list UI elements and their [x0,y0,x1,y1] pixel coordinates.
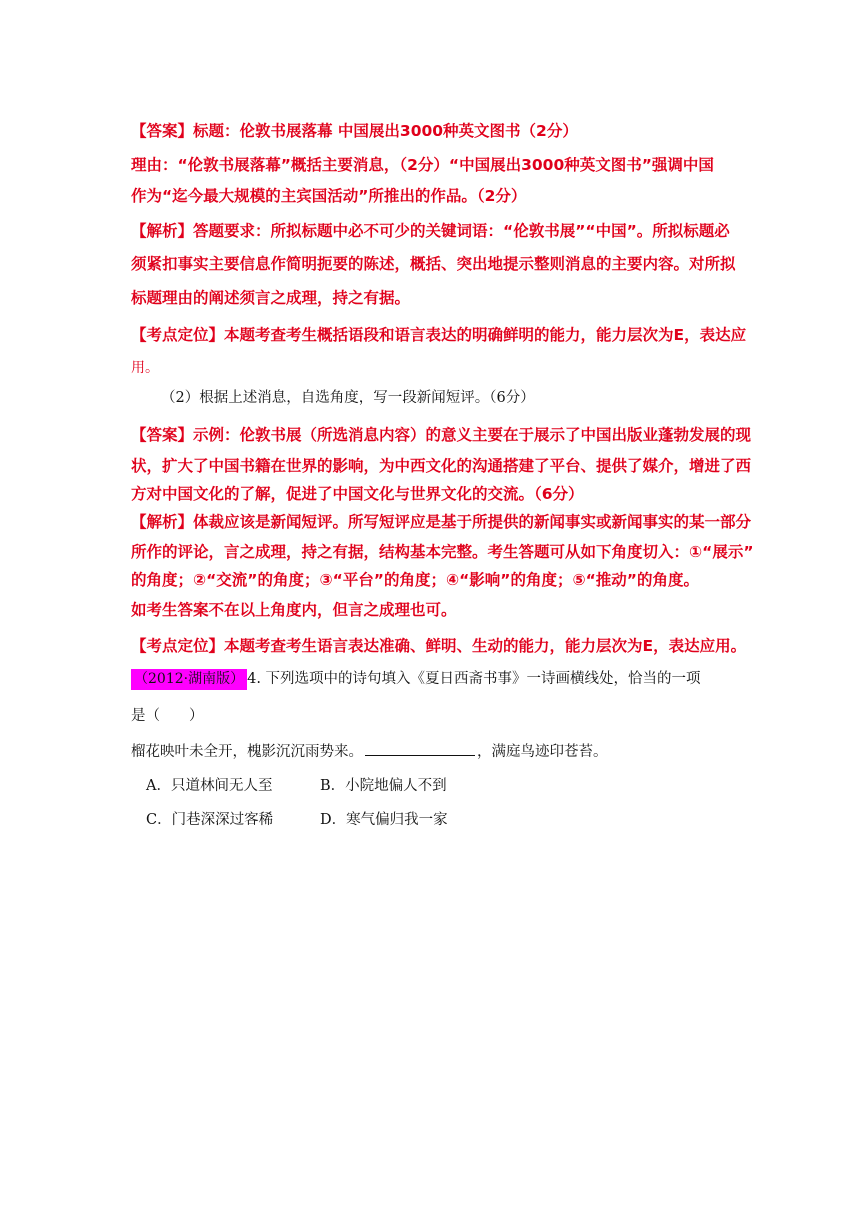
options-row-2 [146,808,448,829]
point2-line-1 [131,634,746,656]
answer-line-title [131,119,578,141]
options-row-1 [146,774,447,795]
option-d: D．寒气偏归我一家 [320,812,448,828]
question-3-2: （2）根据上述消息，自选角度，写一段新闻短评。（6分） [161,390,535,406]
analysis2-line-4: 如考生答案不在以上角度内，但言之成理也可。 [131,601,457,619]
option-c: C．门巷深深过客稀 [146,812,274,828]
option-a: A．只道林间无人至 [146,778,273,794]
reason-line-2: 作为“迄今最大规模的主宾国活动”所推出的作品。（2分） [131,187,527,205]
poem-before: 榴花映叶未全开，槐影沉沉雨势来。 [131,744,363,760]
answer-blank [365,741,475,756]
answer2-line-1 [131,423,751,445]
answer2-text-1: 示例：伦敦书展（所选消息内容）的意义主要在于展示了中国出版业蓬勃发展的现 [193,426,752,444]
question-4-stem-1: 4. 下列选项中的诗句填入《夏日西斋书事》一诗画横线处，恰当的一项 [247,671,701,687]
answer2-line-3: 方对中国文化的了解，促进了中国文化与世界文化的交流。（6分） [131,485,584,503]
analysis-line-1 [131,219,730,241]
answer-title: 标题：伦敦书展落幕 中国展出3000种英文图书（2分） [193,122,578,140]
option-b: B．小院地偏人不到 [320,778,447,794]
point-line-2: 用。 [131,360,159,376]
question-4-line-2: 是（ ） [131,708,204,724]
analysis2-text-1: 体裁应该是新闻短评。所写短评应是基于所提供的新闻事实或新闻事实的某一部分 [193,513,752,531]
point2-text-1: 本题考查考生语言表达准确、鲜明、生动的能力，能力层次为E，表达应用。 [224,637,747,655]
analysis-text-1: 答题要求：所拟标题中必不可少的关键词语：“伦敦书展”“中国”。所拟标题必 [193,222,730,240]
source-tag: （2012·湖南版） [131,669,247,690]
question-4-line-1 [131,667,701,688]
answer-label: 【答案】 [131,122,194,140]
answer2-line-2: 状，扩大了中国书籍在世界的影响，为中西文化的沟通搭建了平台、提供了媒介，增进了西 [131,457,752,475]
analysis-line-3: 标题理由的阐述须言之成理，持之有据。 [131,289,411,307]
point-label: 【考点定位】 [131,326,225,344]
answer2-label: 【答案】 [131,426,194,444]
analysis-line-2: 须紧扣事实主要信息作简明扼要的陈述，概括、突出地提示整则消息的主要内容。对所拟 [131,255,736,273]
reason-line-1: 理由：“伦敦书展落幕”概括主要消息，（2分）“中国展出3000种英文图书”强调中国 [131,156,714,174]
poem-line [131,740,608,761]
point2-label: 【考点定位】 [131,637,225,655]
analysis2-line-1 [131,510,751,532]
poem-after: ，满庭鸟迹印苍苔。 [477,744,608,760]
point-text-1: 本题考查考生概括语段和语言表达的明确鲜明的能力，能力层次为E，表达应 [224,326,747,344]
analysis-label: 【解析】 [131,222,194,240]
analysis2-line-3: 的角度；②“交流”的角度；③“平台”的角度；④“影响”的角度；⑤“推动”的角度。 [131,571,699,589]
analysis2-label: 【解析】 [131,513,194,531]
analysis2-line-2: 所作的评论，言之成理，持之有据，结构基本完整。考生答题可从如下角度切入：①“展示” [131,543,754,561]
point-line-1 [131,323,746,345]
